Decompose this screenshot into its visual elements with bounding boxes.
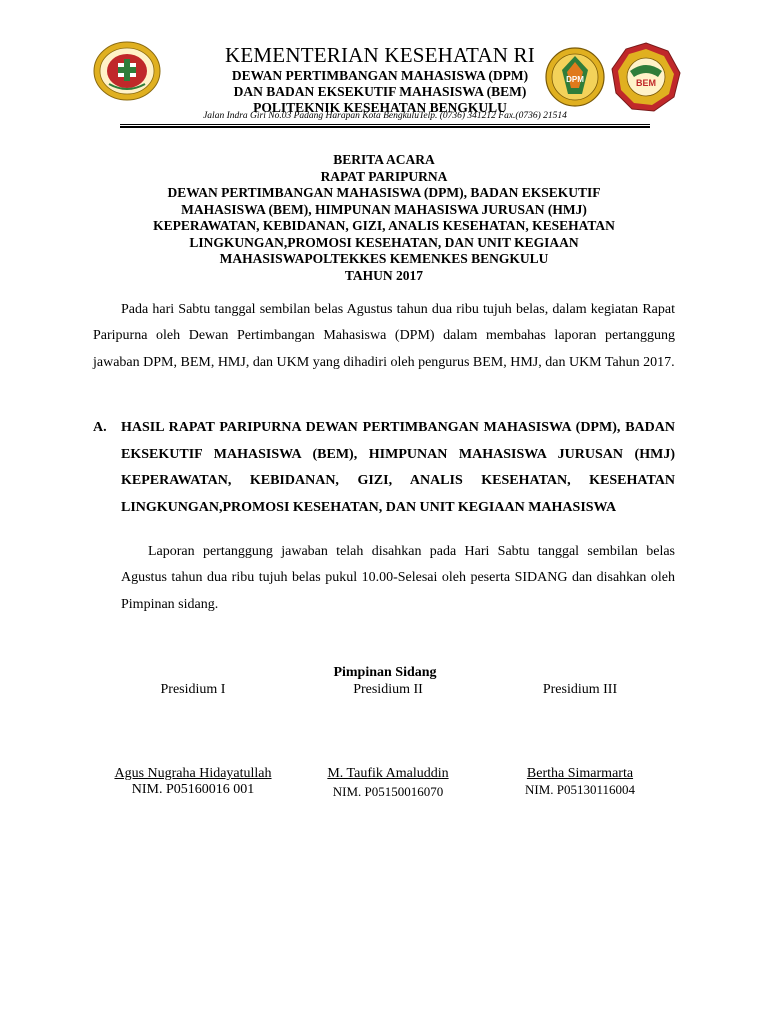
presidium-2-name: M. Taufik Amaluddin [327,766,449,781]
title-line: DEWAN PERTIMBANGAN MAHASISWA (DPM), BADAN EKSEKUTIF [167,185,601,200]
title-line: TAHUN 2017 [344,267,424,283]
letterhead-rule-thick [120,126,650,128]
opening-paragraph: Pada hari Sabtu tanggal sembilan belas Agustus tahun dua ribu tujuh belas, dalam kegiatan Rapat Paripurna oleh Dewan Pertimbangan Mahasiswa (DPM) dalam membahas laporan pertanggung jawaban DPM, BEM, HMJ, dan UKM yang dihadiri oleh pengurus BEM, HMJ, dan UKM Tahun 2017. [93,302,675,370]
presidium-3-nim: NIM. P05130116004 [524,782,636,797]
ministry-heading: KEMENTERIAN KESEHATAN RI [225,43,535,67]
title-line: KEPERAWATAN, KEBIDANAN, GIZI, ANALIS KESEHATAN, KESEHATAN [153,218,615,233]
letterhead-line-institution: POLITEKNIK KESEHATAN BENGKULU [253,100,507,115]
letterhead-line-bem: DAN BADAN EKSEKUTIF MAHASISWA (BEM) [233,84,527,99]
title-line: RAPAT PARIPURNA [320,168,448,184]
presidium-1-name: Agus Nugraha Hidayatullah [114,766,272,781]
letterhead-rule [120,124,650,125]
bem-logo [610,41,682,113]
section-paragraph: Laporan pertanggung jawaban telah disahkan pada Hari Sabtu tanggal sembilan belas Agustus tahun dua ribu tujuh belas pukul 10.00-Selesai oleh peserta SIDANG dan disahkan oleh Pimpinan sidang. [121,544,675,612]
presidium-3-name: Bertha Simarmarta [526,766,634,781]
section-heading: HASIL RAPAT PARIPURNA DEWAN PERTIMBANGAN MAHASISWA (DPM), BADAN EKSEKUTIF MAHASISWA (BEM), HIMPUNAN MAHASISWA JURUSAN (HMJ) KEPERAWATAN, KEBIDANAN, GIZI, ANALIS KESEHATAN, KESEHATAN LINGKUNGAN,PROMOSI KESEHATAN, DAN UNIT KEGIAAN MAHASISWA [121,420,675,515]
letterhead-address: Jalan Indra Giri No.03 Padang Harapan Kota BengkuluTelp. (0736) 341212 Fax.(0736) 21514 [203,111,567,121]
section-letter: A. [93,420,107,435]
title-line: LINGKUNGAN,PROMOSI KESEHATAN, DAN UNIT KEGIAAN [189,234,579,250]
title-line: BERITA ACARA [333,152,435,167]
title-line: MAHASISWAPOLTEKKES KEMENKES BENGKULU [219,251,549,266]
bem-logo-text: BEM [636,78,656,88]
presidium-2-role: Presidium II [353,682,423,697]
presidium-3-role: Presidium III [542,682,618,697]
poltekkes-logo [92,40,162,102]
presidium-1-role: Presidium I [160,682,226,697]
letterhead-line-dpm: DEWAN PERTIMBANGAN MAHASISWA (DPM) [231,68,529,83]
title-line: MAHASISWA (BEM), HIMPUNAN MAHASISWA JURUSAN (HMJ) [181,201,587,217]
signature-heading: Pimpinan Sidang [333,665,437,680]
presidium-1-nim: NIM. P05160016 001 [131,782,255,797]
dpm-logo-text: DPM [566,75,584,84]
document-title [90,152,678,284]
presidium-2-nim: NIM. P05150016070 [332,784,444,799]
